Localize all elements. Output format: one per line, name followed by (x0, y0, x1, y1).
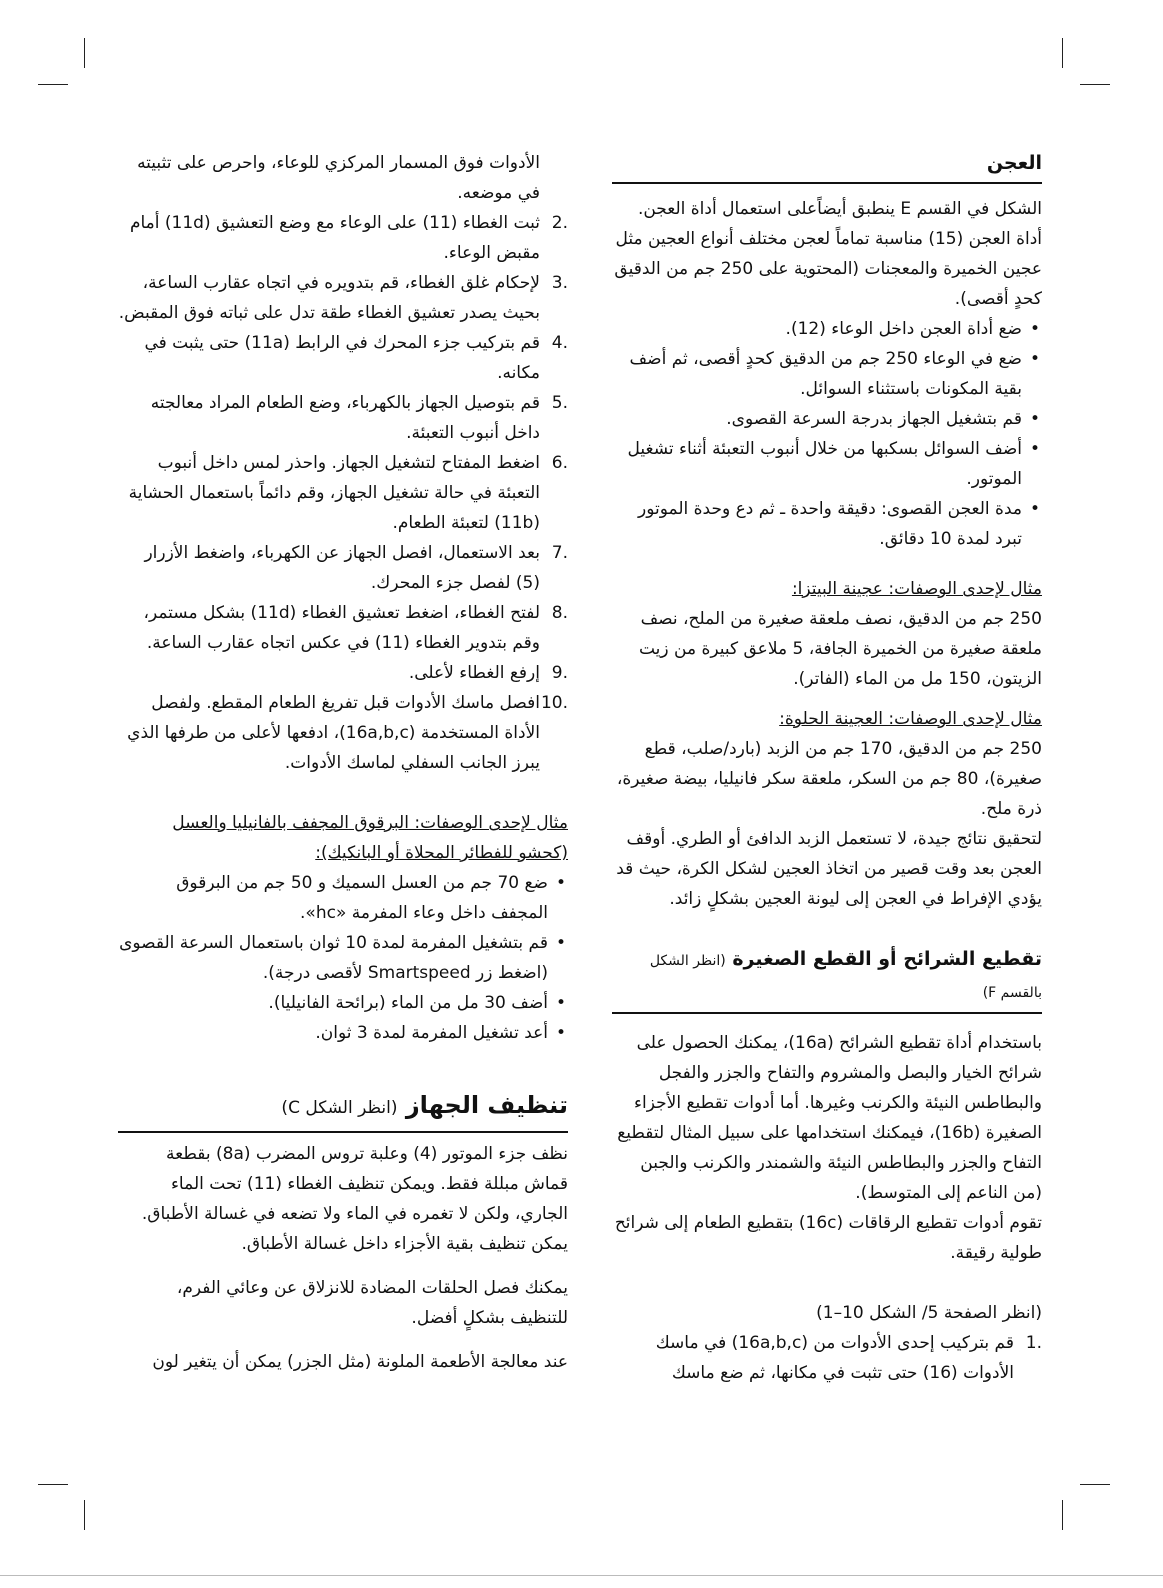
step-1-continued: الأدوات فوق المسمار المركزي للوعاء، واحرص على تثبيته في موضعه. (137, 153, 540, 203)
sweet-recipe-text: 250 جم من الدقيق، 170 جم من الزبد (بارد/صلب، قطع صغيرة)، 80 جم من السكر، ملعقة سكر فانيليا، بيضة صغيرة، ذرة ملح. (616, 739, 1042, 819)
list-item: • مدة العجن القصوى: دقيقة واحدة ـ ثم دع وحدة الموتور تبرد لمدة 10 دقائق. (612, 494, 1042, 554)
cleaning-paragraph-3: عند معالجة الأطعمة الملونة (مثل الجزر) يمكن أن يتغير لون (152, 1352, 568, 1372)
crop-mark-bottom-right-v (1062, 1500, 1063, 1530)
left-column (118, 148, 568, 1377)
step-number: 2. (551, 213, 568, 233)
list-item: • أعد تشغيل المفرمة لمدة 3 ثوان. (118, 1018, 568, 1048)
list-item (612, 1328, 1042, 1388)
step-number: 7. (551, 543, 568, 563)
step-number: 6. (551, 453, 568, 473)
pizza-recipe-text: 250 جم من الدقيق، نصف ملعقة صغيرة من الملح، نصف ملعقة صغيرة من الخميرة الجافة، 5 ملاعق كبيرة من زيت الزيتون، 150 مل من الماء (الفاتر). (638, 609, 1042, 689)
step-text: اضغط المفتاح لتشغيل الجهاز. واحذر لمس داخل أنبوب التعبئة في حالة تشغيل الجهاز، وقم دائماً باستعمال الحشاية (11b) لتعبئة الطعام. (128, 453, 540, 533)
cleaning-title-text: تنظيف الجهاز (405, 1091, 568, 1119)
step-number: 9. (551, 663, 568, 683)
list-item (118, 268, 568, 328)
cleaning-paragraph-2: يمكنك فصل الحلقات المضادة للانزلاق عن وعائي الفرم، للتنظيف بشكلٍ أفضل. (176, 1278, 568, 1328)
crop-mark-bottom-left-h (38, 1484, 68, 1485)
step-text: إرفع الغطاء لأعلى. (408, 663, 540, 683)
cleaning-title-note: (انظر الشكل C) (281, 1098, 398, 1118)
footer-divider (0, 1575, 1163, 1576)
step-number: 1. (1025, 1333, 1042, 1353)
step-text: افصل ماسك الأدوات قبل تفريغ الطعام المقطع. ولفصل الأداة المستخدمة (16a,b,c)، ادفعها لأعلى من طرفها الذي يبرز الجانب السفلي لماسك الأدوات. (127, 693, 540, 773)
dough-steps-list (612, 314, 1042, 554)
slicing-section-title (612, 944, 1042, 1014)
crop-mark-top-left-h (38, 84, 68, 85)
list-item (118, 448, 568, 538)
slicing-steps-list (612, 1328, 1042, 1388)
step-number: 3. (551, 273, 568, 293)
list-item (118, 658, 568, 688)
cleaning-section-title (118, 1088, 568, 1133)
list-item: • ضع أداة العجن داخل الوعاء (12). (612, 314, 1042, 344)
sweet-recipe-heading: مثال لإحدى الوصفات: العجينة الحلوة: (779, 709, 1042, 729)
list-item (118, 388, 568, 448)
step-text: لإحكام غلق الغطاء، قم بتدويره في اتجاه عقارب الساعة، بحيث يصدر تعشيق الغطاء طقة تدل على ثباته فوق المقبض. (118, 273, 540, 323)
list-item (118, 598, 568, 658)
crop-mark-top-left-v (84, 38, 85, 68)
crop-mark-top-right-v (1062, 38, 1063, 68)
right-column (612, 148, 1042, 1388)
slicing-paragraph-2: تقوم أدوات تقطيع الرقاقات (16c) بتقطيع الطعام إلى شرائح طولية رقيقة. (614, 1213, 1042, 1263)
step-text: قم بتوصيل الجهاز بالكهرباء، وضع الطعام المراد معالجته داخل أنبوب التعبئة. (150, 393, 540, 443)
list-item: • قم بتشغيل الجهاز بدرجة السرعة القصوى. (612, 404, 1042, 434)
step-text: ثبت الغطاء (11) على الوعاء مع وضع التعشيق (11d) أمام مقبض الوعاء. (129, 213, 540, 263)
slicing-steps-list-continued (118, 208, 568, 778)
slicing-figure-reference: (انظر الصفحة 5/ الشكل 10–1) (816, 1303, 1042, 1323)
cleaning-paragraph-1: نظف جزء الموتور (4) وعلبة تروس المضرب (8a) بقطعة قماش مبللة فقط. ويمكن تنظيف الغطاء (11) تحت الماء الجاري، ولكن لا تغمره في الماء ولا تضعه في غسالة الأطباق. يمكن تنظيف بقية الأجزاء داخل غسالة الأطباق. (141, 1144, 568, 1254)
list-item (118, 328, 568, 388)
crop-mark-bottom-left-v (84, 1500, 85, 1530)
recipe-heading: مثال لإحدى الوصفات: البرقوق المجفف بالفانيليا والعسل (كحشو للفطائر المحلاة أو البانكيك): (172, 813, 568, 863)
pizza-recipe-heading: مثال لإحدى الوصفات: عجينة البيتزا: (791, 579, 1042, 599)
dough-section-title: العجن (612, 148, 1042, 184)
slicing-title-note: (انظر الشكل بالقسم F) (649, 953, 1042, 1001)
list-item (118, 208, 568, 268)
step-number: 4. (551, 333, 568, 353)
list-item (118, 538, 568, 598)
step-text: قم بتركيب إحدى الأدوات من (16a,b,c) في ماسك الأدوات (16) حتى تثبت في مكانها، ثم ضع ماسك (655, 1333, 1014, 1383)
list-item: • ضع في الوعاء 250 جم من الدقيق كحدٍ أقصى، ثم أضف بقية المكونات باستثناء السوائل. (612, 344, 1042, 404)
crop-mark-top-right-h (1080, 84, 1110, 85)
list-item: • أضف 30 مل من الماء (برائحة الفانيليا). (118, 988, 568, 1018)
dough-tip: لتحقيق نتائج جيدة، لا تستعمل الزبد الدافئ أو الطري. أوقف العجن بعد وقت قصير من اتخاذ العجين لشكل الكرة، حيث قد يؤدي الإفراط في العجن إلى ليونة العجين بشكلٍ زائد. (616, 829, 1042, 909)
list-item: • قم بتشغيل المفرمة لمدة 10 ثوان باستعمال السرعة القصوى (اضغط زر Smartspeed لأقصى درجة). (118, 928, 568, 988)
step-text: قم بتركيب جزء المحرك في الرابط (11a) حتى يثبت في مكانه. (144, 333, 540, 383)
list-item: • ضع 70 جم من العسل السميك و 50 جم من البرقوق المجفف داخل وعاء المفرمة «hc». (118, 868, 568, 928)
step-text: لفتح الغطاء، اضغط تعشيق الغطاء (11d) بشكل مستمر، وقم بتدوير الغطاء (11) في عكس اتجاه عقارب الساعة. (143, 603, 540, 653)
step-number: 8. (551, 603, 568, 623)
recipe-steps-list (118, 868, 568, 1048)
step-number: 10. (540, 693, 568, 713)
dough-intro: الشكل في القسم E ينطبق أيضاًعلى استعمال أداة العجن. أداة العجن (15) مناسبة تماماً لعجن مختلف أنواع العجين مثل عجين الخميرة والمعجنات (المحتوية على 250 جم من الدقيق كحدٍ أقصى). (614, 199, 1042, 309)
step-text: بعد الاستعمال، افصل الجهاز عن الكهرباء، واضغط الأزرار (5) لفصل جزء المحرك. (144, 543, 540, 593)
slicing-title-text: تقطيع الشرائح أو القطع الصغيرة (732, 948, 1042, 970)
list-item: • أضف السوائل بسكبها من خلال أنبوب التعبئة أثناء تشغيل الموتور. (612, 434, 1042, 494)
list-item (118, 688, 568, 778)
slicing-paragraph-1: باستخدام أداة تقطيع الشرائح (16a)، يمكنك الحصول على شرائح الخيار والبصل والمشروم والتفاح والجزر والفجل والبطاطس النيئة والكرنب وغيرها. أما أدوات تقطيع الأجزاء الصغيرة (16b)، فيمكنك استخدامها على سبيل المثال لتقطيع التفاح والجزر والبطاطس النيئة والشمندر والكرنب والجبن (من الناعم إلى المتوسط). (617, 1033, 1042, 1203)
step-number: 5. (551, 393, 568, 413)
crop-mark-bottom-right-h (1080, 1484, 1110, 1485)
